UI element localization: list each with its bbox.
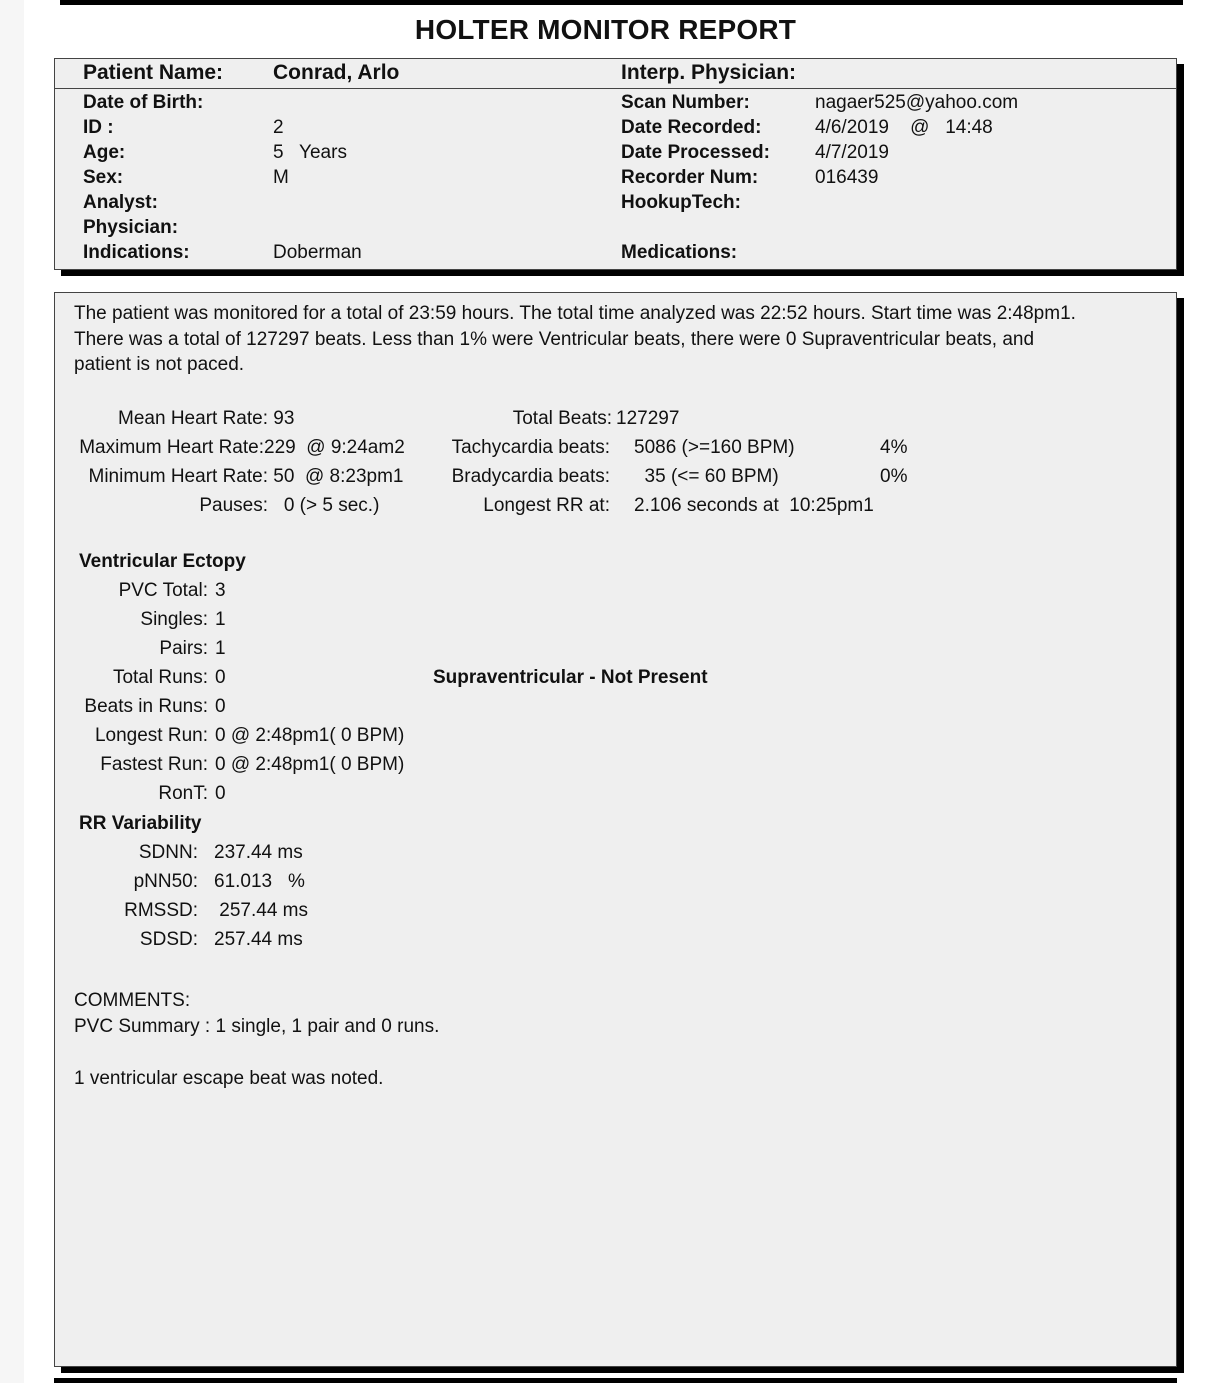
rr-value: 257.44 ms xyxy=(214,900,308,921)
stat-value: 35 (<= 60 BPM) xyxy=(634,466,779,487)
rr-value: 61.013 % xyxy=(214,871,305,892)
stat-label: Minimum Heart Rate: xyxy=(88,466,268,487)
ventricular-ectopy-heading: Ventricular Ectopy xyxy=(79,551,246,572)
rr-value: 237.44 ms xyxy=(214,842,303,863)
stat-value: 2.106 seconds at 10:25pm1 xyxy=(634,495,874,516)
interp-physician-label: Interp. Physician: xyxy=(621,61,797,84)
ventricular-value: 0 xyxy=(215,696,226,717)
ventricular-label: RonT: xyxy=(158,783,208,804)
ventricular-label: Singles: xyxy=(140,609,208,630)
stat-label: Maximum Heart Rate: xyxy=(79,437,264,458)
field-label: Medications: xyxy=(621,242,738,263)
stat-value: 5086 (>=160 BPM) xyxy=(634,437,795,458)
rr-label: RMSSD: xyxy=(124,900,198,921)
ventricular-value: 0 @ 2:48pm1( 0 BPM) xyxy=(215,725,405,746)
field-label: Indications: xyxy=(83,242,190,263)
field-label: Sex: xyxy=(83,167,124,188)
field-value: Doberman xyxy=(273,242,362,263)
stat-value: 50 @ 8:23pm1 xyxy=(268,466,404,487)
field-label: Analyst: xyxy=(83,192,158,213)
stat-value: 229 @ 9:24am2 xyxy=(264,437,405,458)
page-margin xyxy=(0,0,24,1383)
header-divider xyxy=(55,88,1176,89)
stat-value: 127297 xyxy=(616,408,680,429)
stat-label: Total Beats: xyxy=(512,408,612,429)
rr-label: pNN50: xyxy=(133,871,198,892)
rr-label: SDSD: xyxy=(139,929,198,950)
stat-value: 93 xyxy=(268,408,295,429)
field-label: Scan Number: xyxy=(621,92,750,113)
ventricular-value: 0 @ 2:48pm1( 0 BPM) xyxy=(215,754,405,775)
ventricular-value: 1 xyxy=(215,609,226,630)
ventricular-value: 0 xyxy=(215,783,226,804)
patient-info-box xyxy=(54,58,1177,270)
ventricular-label: Longest Run: xyxy=(94,725,208,746)
field-label: ID : xyxy=(83,117,114,138)
field-label: Date of Birth: xyxy=(83,92,204,113)
summary-paragraph-line: The patient was monitored for a total of 23:59 hours. The total time analyzed was 22:52 hours. Start time was 2:48pm1. xyxy=(74,303,1076,324)
field-label: HookupTech: xyxy=(621,192,741,213)
stat-label: Mean Heart Rate: xyxy=(118,408,268,429)
comments-label: COMMENTS: xyxy=(74,990,191,1011)
ventricular-label: Beats in Runs: xyxy=(84,696,208,717)
field-label: Age: xyxy=(83,142,126,163)
summary-paragraph-line: patient is not paced. xyxy=(74,354,245,375)
stat-value: 0 (> 5 sec.) xyxy=(268,495,380,516)
ventricular-label: Pairs: xyxy=(159,638,208,659)
field-value: 016439 xyxy=(815,167,879,188)
patient-name-value: Conrad, Arlo xyxy=(273,61,400,84)
report-title: HOLTER MONITOR REPORT xyxy=(414,14,797,45)
field-label: Date Recorded: xyxy=(621,117,762,138)
field-value: 4/7/2019 xyxy=(815,142,889,163)
summary-box xyxy=(54,292,1177,1367)
stat-label: Bradycardia beats: xyxy=(451,466,610,487)
rr-variability-heading: RR Variability xyxy=(79,813,202,834)
stat-percent: 4% xyxy=(880,437,908,458)
rr-value: 257.44 ms xyxy=(214,929,303,950)
ventricular-label: Total Runs: xyxy=(112,667,208,688)
field-label: Physician: xyxy=(83,217,179,238)
field-value: M xyxy=(273,167,289,188)
comment-pvc-summary: PVC Summary : 1 single, 1 pair and 0 runs. xyxy=(74,1016,440,1037)
ventricular-label: PVC Total: xyxy=(118,580,208,601)
ventricular-value: 0 xyxy=(215,667,226,688)
patient-name-label: Patient Name: xyxy=(83,61,224,84)
ventricular-value: 3 xyxy=(215,580,226,601)
comment-escape-beat: 1 ventricular escape beat was noted. xyxy=(74,1068,384,1089)
field-value: 5 Years xyxy=(273,142,347,163)
field-value: 4/6/2019 @ 14:48 xyxy=(815,117,993,138)
rr-label: SDNN: xyxy=(138,842,198,863)
field-value: nagaer525@yahoo.com xyxy=(815,92,1019,113)
summary-paragraph-line: There was a total of 127297 beats. Less than 1% were Ventricular beats, there were 0 Supraventricular beats, and xyxy=(74,328,1035,350)
field-label: Date Processed: xyxy=(621,142,770,163)
ventricular-label: Fastest Run: xyxy=(100,754,208,775)
stat-label: Tachycardia beats: xyxy=(451,437,610,458)
top-rule xyxy=(60,0,1183,5)
field-value: 2 xyxy=(273,117,284,138)
stat-label: Pauses: xyxy=(199,495,268,516)
bottom-rule xyxy=(54,1378,1177,1383)
ventricular-value: 1 xyxy=(215,638,226,659)
stat-percent: 0% xyxy=(880,466,908,487)
field-label: Recorder Num: xyxy=(621,167,759,188)
supraventricular-status: Supraventricular - Not Present xyxy=(433,667,708,688)
stat-label: Longest RR at: xyxy=(483,495,610,516)
